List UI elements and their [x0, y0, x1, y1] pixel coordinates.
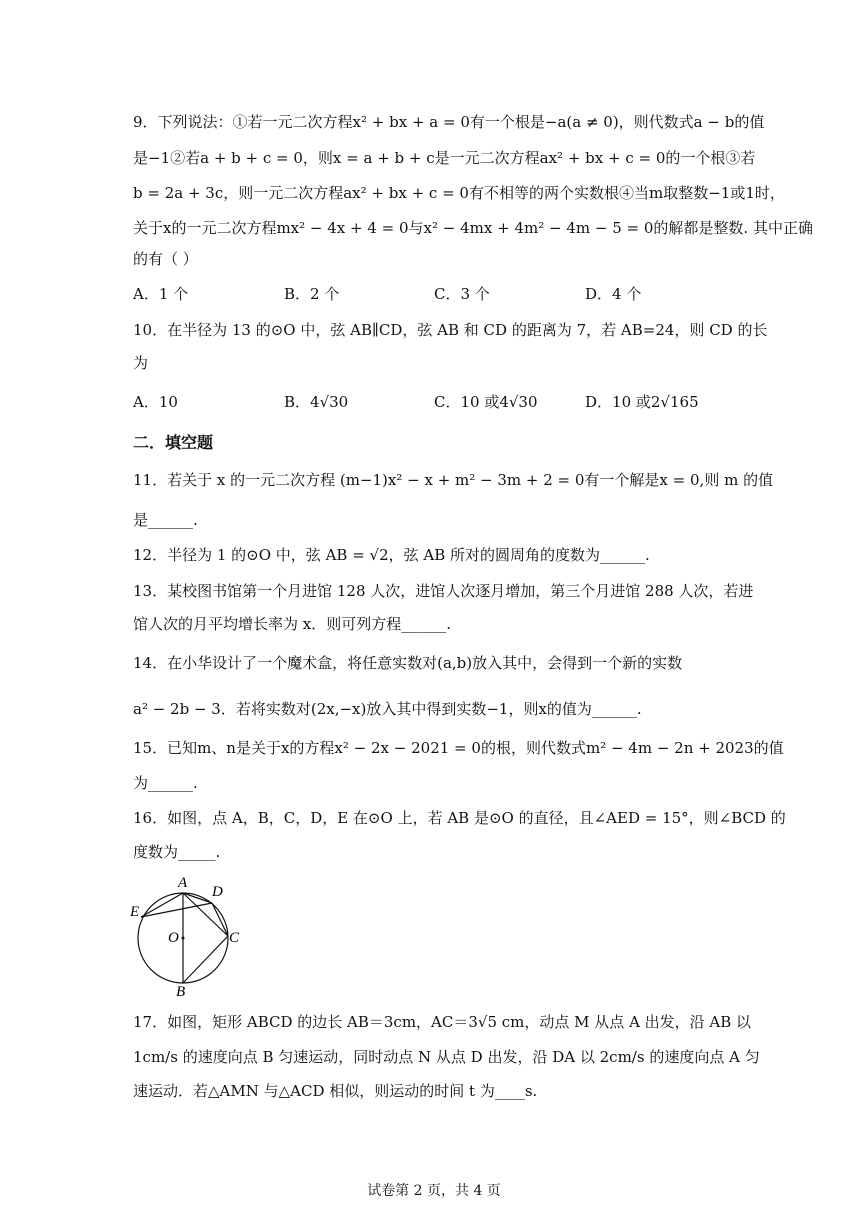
- q10-option-d: D．10 或2√165: [585, 393, 699, 411]
- q9-option-b: B．2 个: [284, 285, 340, 303]
- q10-option-a: A．10: [133, 393, 178, 411]
- q12-line-1: 12．半径为 1 的⊙O 中，弦 AB = √2，弦 AB 所对的圆周角的度数为______.: [133, 546, 650, 564]
- q10-line-2: 为: [133, 354, 149, 372]
- label-c: C: [229, 930, 240, 946]
- q16-circle-figure: [128, 870, 258, 1000]
- label-o: O: [168, 930, 179, 946]
- q17-line-1: 17．如图，矩形 ABCD 的边长 AB＝3cm，AC＝3√5 cm，动点 M 从点 A 出发，沿 AB 以: [133, 1013, 752, 1031]
- q15-line-2: 为______.: [133, 774, 198, 792]
- q14-line-1: 14．在小华设计了一个魔术盒，将任意实数对(a,b)放入其中，会得到一个新的实数: [133, 654, 683, 672]
- q9-line-2: 是−1②若a + b + c = 0，则x = a + b + c是一元二次方程ax² + bx + c = 0的一个根③若: [133, 149, 756, 167]
- q9-line-3: b = 2a + 3c，则一元二次方程ax² + bx + c = 0有不相等的两个实数根④当m取整数−1或1时，: [133, 184, 785, 202]
- q9-line-4: 关于x的一元二次方程mx² − 4x + 4 = 0与x² − 4mx + 4m² − 4m − 5 = 0的解都是整数. 其中正确: [133, 219, 813, 237]
- q17-line-2: 1cm/s 的速度向点 B 匀速运动，同时动点 N 从点 D 出发，沿 DA 以 2cm/s 的速度向点 A 匀: [133, 1048, 760, 1066]
- q15-line-1: 15．已知m、n是关于x的方程x² − 2x − 2021 = 0的根，则代数式m² − 4m − 2n + 2023的值: [133, 739, 784, 757]
- page-footer: 试卷第 2 页，共 4 页: [367, 1183, 501, 1199]
- q10-option-b: B．4√30: [284, 393, 349, 411]
- q9-option-c: C．3 个: [434, 285, 490, 303]
- q17-line-3: 速运动．若△AMN 与△ACD 相似，则运动的时间 t 为____s.: [133, 1082, 538, 1100]
- label-e: E: [130, 904, 140, 920]
- section-title: 二．填空题: [133, 433, 214, 452]
- q9-line-5: 的有（ ）: [133, 250, 198, 268]
- q10-line-1: 10．在半径为 13 的⊙O 中，弦 AB∥CD，弦 AB 和 CD 的距离为 7，若 AB=24，则 CD 的长: [133, 321, 768, 339]
- q14-line-2: a² − 2b − 3．若将实数对(2x,−x)放入其中得到实数−1，则x的值为______.: [133, 700, 642, 718]
- q11-line-1: 11．若关于 x 的一元二次方程 (m−1)x² − x + m² − 3m + 2 = 0有一个解是x = 0,则 m 的值: [133, 471, 774, 489]
- q9-option-a: A．1 个: [133, 285, 189, 303]
- q9-option-d: D．4 个: [585, 285, 642, 303]
- q13-line-2: 馆人次的月平均增长率为 x．则可列方程______.: [133, 615, 451, 633]
- q16-line-2: 度数为_____.: [133, 843, 221, 861]
- q16-line-1: 16．如图，点 A，B，C，D，E 在⊙O 上，若 AB 是⊙O 的直径，且∠AED = 15°，则∠BCD 的: [133, 809, 786, 827]
- label-d: D: [212, 884, 223, 900]
- q13-line-1: 13．某校图书馆第一个月进馆 128 人次，进馆人次逐月增加，第三个月进馆 288 人次，若进: [133, 582, 754, 600]
- q10-option-c: C．10 或4√30: [434, 393, 538, 411]
- label-b: B: [176, 984, 186, 1000]
- label-a: A: [178, 875, 188, 891]
- q9-line-1: 9．下列说法：①若一元二次方程x² + bx + a = 0有一个根是−a(a ≠ 0)，则代数式a − b的值: [133, 113, 765, 131]
- q11-line-2: 是______.: [133, 511, 198, 529]
